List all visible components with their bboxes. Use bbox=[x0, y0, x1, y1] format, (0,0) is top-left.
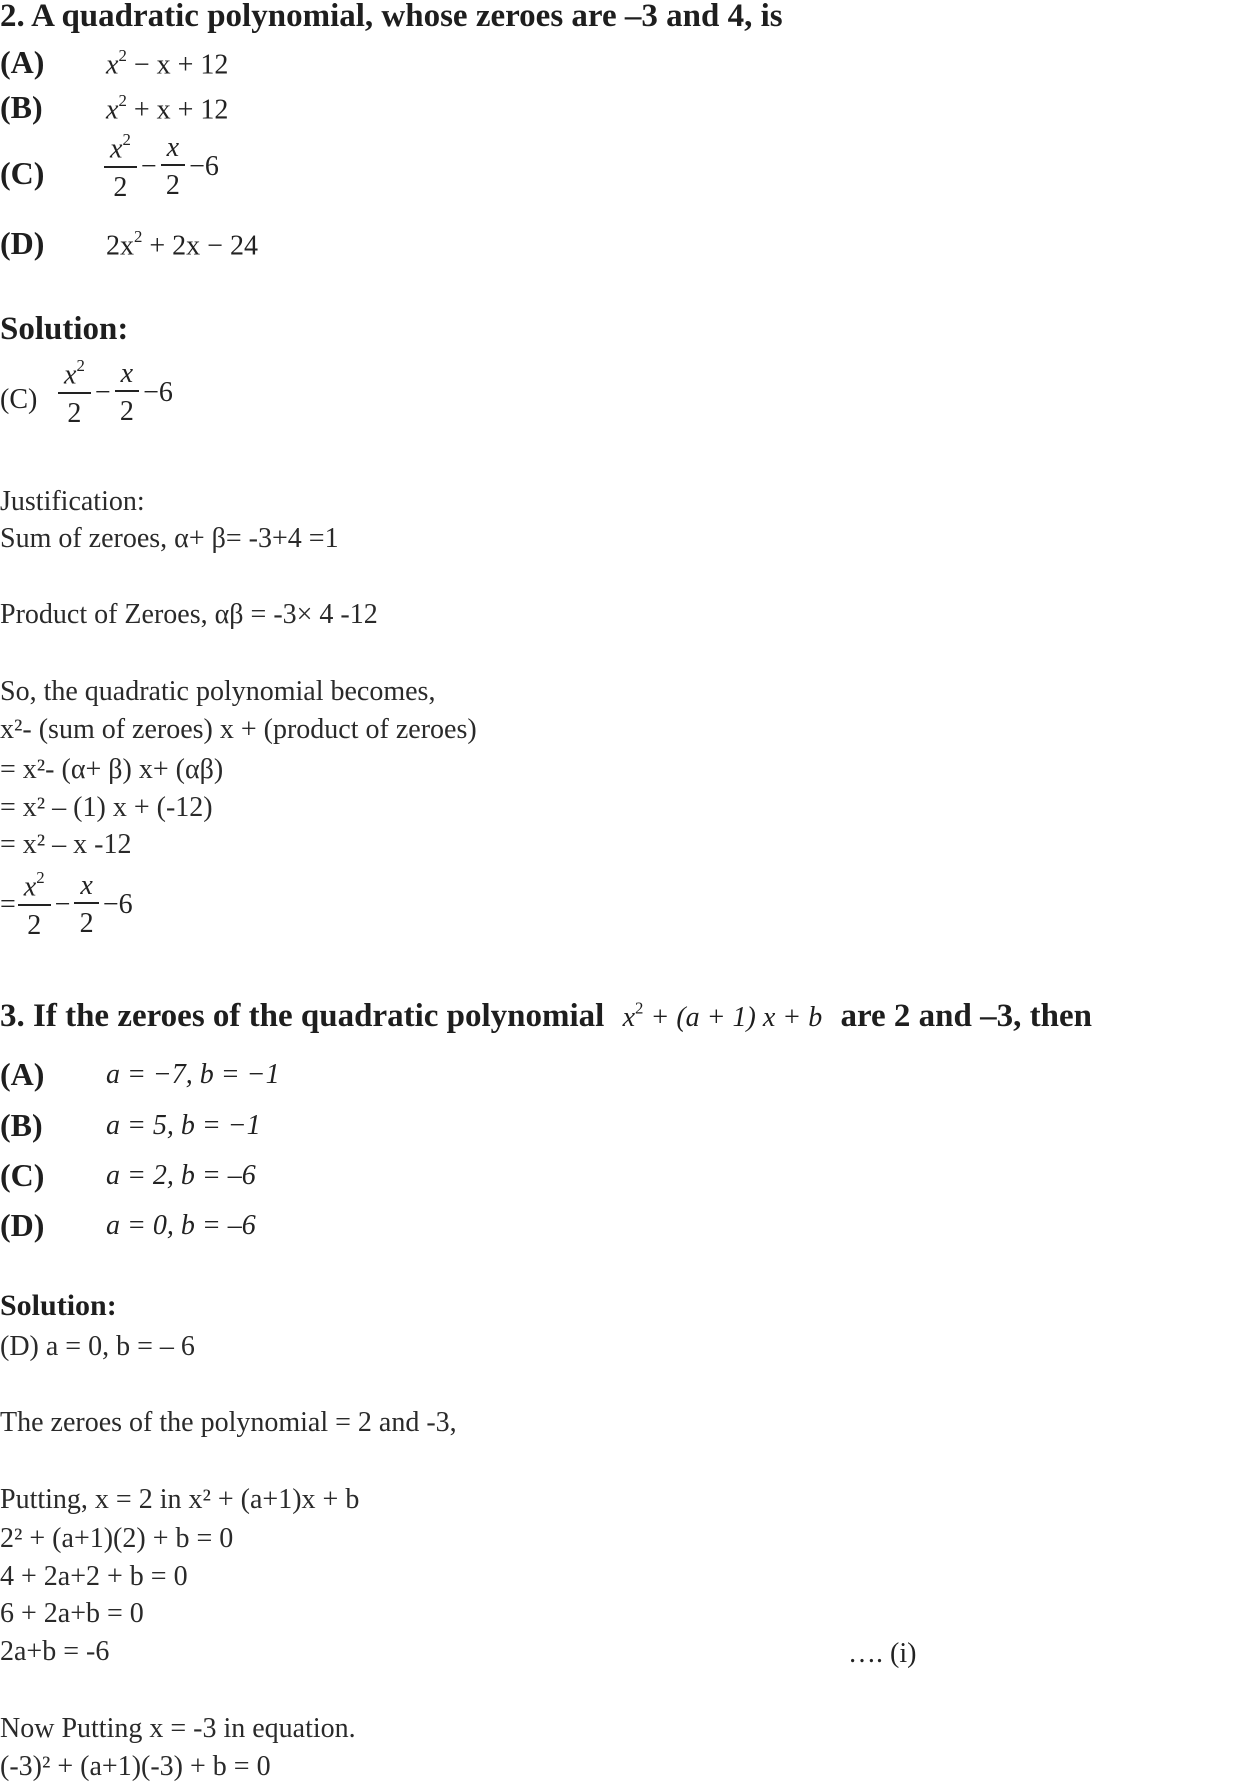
option-expression: $x^2 - x + 12$ bbox=[106, 46, 229, 81]
q3-heading-text: 3. If the zeroes of the quadratic polynomial bbox=[0, 998, 605, 1034]
fraction: $\frac{x^2}{2}$ bbox=[18, 870, 51, 940]
option-expression: a = 0, b = –6 bbox=[106, 1210, 256, 1241]
sum-of-zeroes: Sum of zeroes, α+ β= -3+4 =1 bbox=[0, 523, 339, 554]
step-line: 6 + 2a+b = 0 bbox=[0, 1598, 144, 1629]
option-expression: a = 5, b = −1 bbox=[106, 1110, 261, 1141]
step-line: = x² – x -12 bbox=[0, 829, 132, 860]
fraction: $\frac{x}{2}$ bbox=[74, 872, 98, 938]
fraction: $\frac{x}{2}$ bbox=[161, 134, 185, 200]
step-line: 4 + 2a+2 + b = 0 bbox=[0, 1561, 188, 1592]
step-line: = x² – (1) x + (-12) bbox=[0, 792, 213, 823]
q2-heading: 2. A quadratic polynomial, whose zeroes are –3 and 4, is bbox=[0, 0, 783, 34]
justification-label: Justification: bbox=[0, 486, 145, 517]
step-line: Putting, x = 2 in x² + (a+1)x + b bbox=[0, 1484, 360, 1515]
answer-expression: $\frac{x^2}{2}$ − $\frac{x}{2}$ −6 bbox=[56, 358, 175, 428]
option-expression: $2x^2 + 2x - 24$ bbox=[106, 227, 258, 262]
step-line: (-3)² + (a+1)(-3) + b = 0 bbox=[0, 1751, 271, 1782]
product-of-zeroes: Product of Zeroes, αβ = -3× 4 -12 bbox=[0, 599, 378, 630]
q3-answer: (D) a = 0, b = – 6 bbox=[0, 1331, 195, 1362]
option-expression: $x^2 + x + 12$ bbox=[106, 91, 229, 126]
q3-heading-text-end: are 2 and –3, then bbox=[840, 998, 1092, 1034]
step-line: So, the quadratic polynomial becomes, bbox=[0, 676, 436, 707]
q3-heading-math: $x^2 + (a + 1) x + b$ bbox=[622, 998, 823, 1033]
option-label: (C) bbox=[0, 155, 45, 191]
option-label: (D) bbox=[0, 1207, 45, 1243]
fraction: $\frac{x^2}{2}$ bbox=[58, 358, 91, 428]
option-label: (A) bbox=[0, 44, 45, 80]
option-expression: a = −7, b = −1 bbox=[106, 1059, 280, 1090]
step-line: = x²- (α+ β) x+ (αβ) bbox=[0, 754, 224, 785]
option-label: (B) bbox=[0, 1107, 43, 1143]
q3-heading bbox=[0, 1000, 1092, 1033]
q3-solution-heading: Solution: bbox=[0, 1289, 117, 1322]
step-line: 2² + (a+1)(2) + b = 0 bbox=[0, 1523, 234, 1554]
option-label: (B) bbox=[0, 89, 43, 125]
q2-solution-heading: Solution: bbox=[0, 311, 129, 347]
step-line: Now Putting x = -3 in equation. bbox=[0, 1713, 356, 1744]
option-expression: a = 2, b = –6 bbox=[106, 1160, 256, 1191]
final-expression: = $\frac{x^2}{2}$ − $\frac{x}{2}$ −6 bbox=[0, 868, 133, 941]
fraction: $\frac{x}{2}$ bbox=[115, 360, 139, 426]
fraction: $\frac{x^2}{2}$ bbox=[104, 132, 137, 202]
option-label: (C) bbox=[0, 1157, 45, 1193]
answer-label: (C) bbox=[0, 384, 38, 415]
option-label: (D) bbox=[0, 225, 45, 261]
equation-reference: …. (i) bbox=[848, 1638, 917, 1669]
option-expression: $\frac{x^2}{2}$ − $\frac{x}{2}$ −6 bbox=[102, 132, 221, 202]
step-line: x²- (sum of zeroes) x + (product of zeroes) bbox=[0, 714, 477, 745]
zeroes-line: The zeroes of the polynomial = 2 and -3, bbox=[0, 1407, 457, 1438]
option-label: (A) bbox=[0, 1056, 45, 1092]
step-line: 2a+b = -6 bbox=[0, 1636, 110, 1667]
